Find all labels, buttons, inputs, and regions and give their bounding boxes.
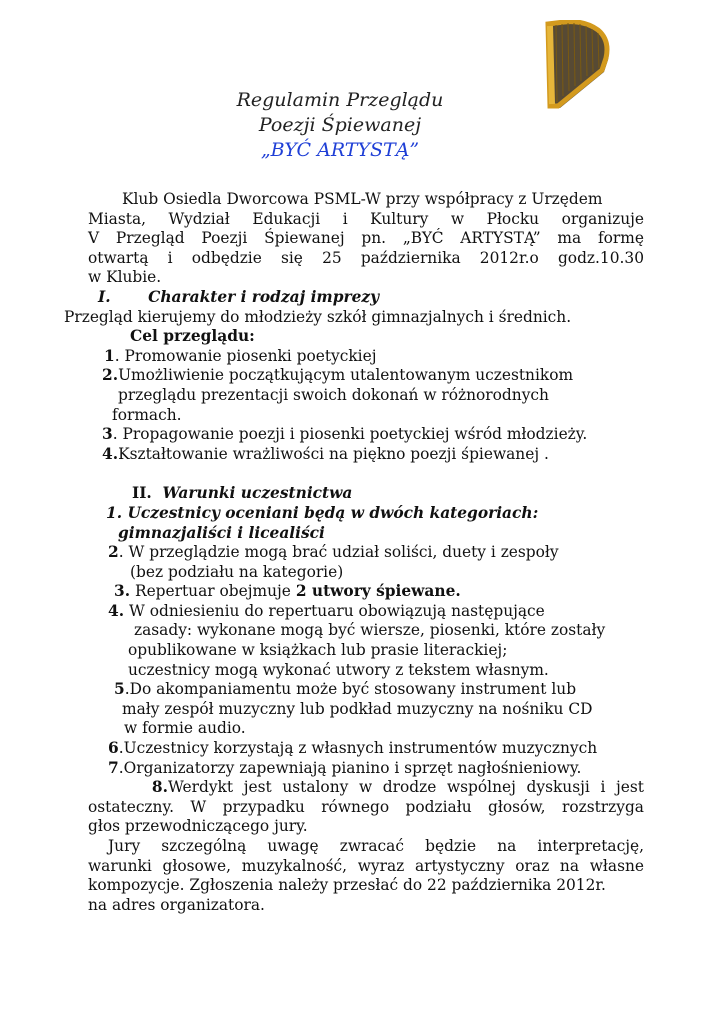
title-line-2: Poezji Śpiewanej <box>258 114 422 136</box>
final-line-4: na adres organizatora. <box>88 895 265 914</box>
rule-1-cont: gimnazjaliści i licealiści <box>118 523 325 542</box>
section-2-title: Warunki uczestnictwa <box>162 484 353 503</box>
intro-line-4: otwartą i odbędzie się 25 października 2012r.o godz.10.30 <box>88 248 644 267</box>
rule-5-cont-2: w formie audio. <box>124 719 246 738</box>
document-title <box>180 88 500 163</box>
goal-item-2: 2.Umożliwienie początkującym utalentowanym uczestnikom <box>102 366 574 385</box>
rule-6: 6.Uczestnicy korzystają z własnych instrumentów muzycznych <box>108 739 598 758</box>
rule-8: 8.Werdykt jest ustalony w drodze wspólnej dyskusji i jest <box>151 778 644 797</box>
rule-3: 3. Repertuar obejmuje 2 utwory śpiewane. <box>114 582 461 601</box>
final-line-3: kompozycje. Zgłoszenia należy przesłać do 22 października 2012r. <box>88 876 606 895</box>
title-line-1: Regulamin Przeglądu <box>236 89 444 111</box>
section-1-text: Przegląd kierujemy do młodzieży szkół gimnazjalnych i średnich. <box>64 307 572 326</box>
goal-item-2-cont2: formach. <box>112 405 182 424</box>
rule-5-cont-1: mały zespół muzyczny lub podkład muzyczny na nośniku CD <box>122 699 593 718</box>
section-1-heading <box>98 288 644 308</box>
harp-icon <box>540 20 616 110</box>
goal-item-4: 4.Kształtowanie wrażliwości na piękno poezji śpiewanej . <box>102 444 549 463</box>
intro-line-1: Klub Osiedla Dworcowa PSML-W przy współpracy z Urzędem <box>122 190 603 208</box>
goal-item-3: 3. Propagowanie poezji i piosenki poetyckiej wśród młodzieży. <box>102 425 588 444</box>
rule-5: 5.Do akompaniamentu może być stosowany instrument lub <box>114 680 577 699</box>
final-line-1: Jury szczególną uwagę zwracać będzie na interpretację, <box>108 837 644 855</box>
rule-1: 1. Uczestnicy oceniani będą w dwóch kategoriach: <box>106 503 539 522</box>
title-line-3: „BYĆ ARTYSTĄ” <box>260 139 420 161</box>
rule-7: 7.Organizatorzy zapewniają pianino i sprzęt nagłośnieniowy. <box>108 758 582 777</box>
section-1-title: Charakter i rodzaj imprezy <box>148 287 380 306</box>
final-line-2: warunki głosowe, muzykalność, wyraz artystyczny oraz na własne <box>88 856 644 875</box>
intro-line-5: w Klubie. <box>88 268 162 287</box>
rule-8-cont-1: ostateczny. W przypadku równego podziału głosów, rozstrzyga <box>88 797 644 816</box>
rule-4-cont-3: uczestnicy mogą wykonać utwory z tekstem własnym. <box>128 660 549 679</box>
document-body <box>64 190 644 915</box>
section-2-heading <box>132 484 644 504</box>
section-1-numeral: I. <box>98 287 111 306</box>
intro-line-3: V Przegląd Poezji Śpiewanej pn. „BYĆ ARTYSTĄ” ma formę <box>88 229 644 248</box>
rule-2: 2. W przeglądzie mogą brać udział soliści, duety i zespoły <box>108 543 559 562</box>
rule-8-cont-2: głos przewodniczącego jury. <box>88 817 308 836</box>
rule-4: 4. W odniesieniu do repertuaru obowiązują następujące <box>108 601 545 620</box>
section-2-numeral: II. <box>132 484 152 503</box>
intro-line-2: Miasta, Wydział Edukacji i Kultury w Płocku organizuje <box>88 209 644 228</box>
goal-heading: Cel przeglądu: <box>130 327 255 346</box>
goal-item-2-cont: przeglądu prezentacji swoich dokonań w różnorodnych <box>118 385 549 404</box>
goal-item-1: 1. Promowanie piosenki poetyckiej <box>104 346 377 365</box>
rule-4-cont-2: opublikowane w książkach lub prasie literackiej; <box>128 641 508 660</box>
rule-4-cont-1: zasady: wykonane mogą być wiersze, piosenki, które zostały <box>134 621 606 640</box>
rule-2-cont: (bez podziału na kategorie) <box>130 562 344 581</box>
